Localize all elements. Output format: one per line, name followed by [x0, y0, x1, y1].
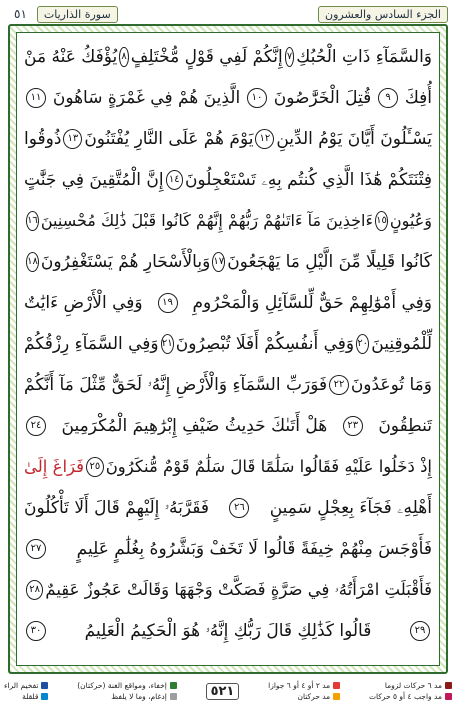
- verse-text: وَفِي الْأَرْضِ ءَايَٰتٌ: [24, 292, 143, 313]
- page-number: ٥٢١: [206, 683, 240, 700]
- surah-name: سورة الذاريات: [37, 6, 118, 23]
- verse-text: لِّلْمُوقِنِينَ: [371, 333, 432, 354]
- verse-text: وَفِي السَّمَآءِ رِزْقُكُمْ: [24, 333, 159, 354]
- text-line: [24, 77, 432, 118]
- ayah-number-marker: ٢٩: [410, 621, 430, 641]
- ayah-number-marker: ١٧: [212, 252, 225, 272]
- ayah-number-marker: ١٢: [255, 129, 274, 149]
- text-line: [24, 528, 432, 569]
- ayah-number-marker: ١٠: [247, 88, 267, 108]
- legend-label: مد حركتان: [297, 692, 331, 701]
- ayah-number-marker: ١٤: [166, 170, 183, 190]
- verse-text: قُتِلَ الْخَرَّٰصُونَ: [273, 87, 372, 108]
- legend-column-left: [4, 681, 48, 701]
- text-line: [24, 282, 432, 323]
- surah-number: ٥١: [14, 7, 27, 21]
- verse-text: وَعُيُونٍ: [389, 211, 432, 230]
- verse-text: ذُوقُوا: [24, 128, 62, 149]
- verse-text: وَمَا تُوعَدُونَ: [350, 374, 432, 395]
- legend-label: قلقلة: [22, 692, 39, 701]
- verse-text: يَوْمَ هُمْ عَلَى النَّارِ يُفْتَنُونَ: [84, 128, 254, 149]
- ayah-number-marker: ٢٧: [26, 539, 46, 559]
- ayah-number-marker: ١٣: [63, 129, 82, 149]
- legend-column-mid-left: [77, 681, 177, 701]
- ayah-number-marker: ١٨: [26, 252, 39, 272]
- legend-label: إخفاء، ومواقع الغنة (حركتان): [77, 681, 167, 690]
- ayah-number-marker: ١٥: [375, 211, 388, 231]
- verse-text: وَالسَّمَآءِ ذَاتِ الْحُبُكِ: [296, 46, 432, 67]
- ayah-number-marker: ٢٢: [329, 375, 349, 395]
- legend-item: [4, 681, 48, 690]
- verse-text: فَأَوْجَسَ مِنْهُمْ خِيفَةً قَالُوا لَا تَخَفْ وَبَشَّرُوهُ بِغُلَٰمٍ عَلِيمٍ: [76, 538, 432, 559]
- page-header: [8, 4, 448, 24]
- legend-label: تفخيم الراء: [4, 681, 39, 690]
- ayah-number-marker: ٢٠: [356, 334, 369, 354]
- verse-text: فَرَاغَ إِلَىٰ: [24, 457, 85, 476]
- verse-text: فَأَقْبَلَتِ امْرَأَتُهُۥ فِي صَرَّةٍ فَصَكَّتْ وَجْهَهَا وَقَالَتْ عَجُوزٌ عَقِيمٌ: [45, 579, 432, 599]
- text-line: [24, 610, 432, 651]
- color-swatch: [333, 693, 340, 700]
- juz-label: الجزء السادس والعشرون: [318, 6, 448, 23]
- legend-label: مد ٢ أو ٤ أو ٦ جوازا: [268, 681, 331, 690]
- color-swatch: [445, 682, 452, 689]
- color-swatch: [41, 682, 48, 689]
- verse-text: إِنَّ الْمُتَّقِينَ فِي جَنَّٰتٍ: [24, 169, 164, 190]
- ayah-number-marker: ٢٤: [26, 416, 46, 436]
- legend-item: [77, 681, 177, 690]
- ayah-number-marker: ١٦: [26, 211, 39, 231]
- ayah-number-marker: ١١: [26, 88, 46, 108]
- verse-text: فِتْنَتَكُمْ هَٰذَا الَّذِي كُنتُم بِهِۦ تَسْتَعْجِلُونَ: [184, 169, 432, 190]
- verse-text: تَنطِقُونَ: [378, 415, 432, 436]
- verse-text: أَهْلِهِۦ فَجَآءَ بِعِجْلٍ سَمِينٍ: [269, 497, 432, 518]
- text-line: [24, 569, 432, 610]
- legend-item: [369, 681, 452, 690]
- verse-text: وَفِي أَمْوَٰلِهِمْ حَقٌّ لِّلسَّآئِلِ وَالْمَحْرُومِ: [192, 292, 432, 313]
- color-swatch: [41, 693, 48, 700]
- legend-label: إدغام، وما لا يلفظ: [111, 692, 167, 701]
- color-swatch: [333, 682, 340, 689]
- verse-text: إِنَّكُمْ لَفِي قَوْلٍ مُّخْتَلِفٍ: [130, 46, 283, 67]
- legend-label: مد واجب ٤ أو ٥ حركات: [368, 692, 442, 701]
- verse-text: كَانُوا قَلِيلًا مِّنَ الَّيْلِ مَا يَهْجَعُونَ: [227, 251, 432, 272]
- ayah-number-marker: ٢١: [161, 334, 174, 354]
- text-line: [24, 323, 432, 364]
- ayah-number-marker: ٢٥: [86, 457, 104, 477]
- text-line: [24, 241, 432, 282]
- surah-header: [8, 6, 118, 23]
- text-line: [24, 487, 432, 528]
- verse-text: هَلْ أَتَىٰكَ حَدِيثُ ضَيْفِ إِبْرَٰهِيمَ الْمُكْرَمِينَ: [61, 415, 328, 436]
- ayah-number-marker: ٧: [285, 47, 295, 67]
- legend-item: [369, 692, 452, 701]
- legend-label: مد ٦ حركات لزوما: [384, 681, 442, 690]
- legend-column-mid-right: [268, 681, 340, 701]
- verse-text: يَسْـَٔلُونَ أَيَّانَ يَوْمُ الدِّينِ: [276, 128, 432, 149]
- color-swatch: [445, 693, 452, 700]
- text-line: [24, 159, 432, 200]
- ayah-number-marker: ٢٨: [26, 580, 43, 600]
- legend-item: [77, 692, 177, 701]
- verse-text: فَقَرَّبَهُۥ إِلَيْهِمْ قَالَ أَلَا تَأْكُلُونَ: [24, 497, 209, 518]
- verse-text: قَالُوا كَذَٰلِكِ قَالَ رَبُّكِ إِنَّهُۥ هُوَ الْحَكِيمُ الْعَلِيمُ: [84, 620, 372, 641]
- verse-text: وَفِي أَنفُسِكُمْ أَفَلَا تُبْصِرُونَ: [175, 333, 355, 354]
- verse-text: فَوَرَبِّ السَّمَآءِ وَالْأَرْضِ إِنَّهُۥ لَحَقٌّ مِّثْلَ مَآ أَنَّكُمْ: [24, 374, 328, 395]
- quran-text-block: [24, 36, 432, 660]
- legend-item: [268, 692, 340, 701]
- verse-text: يُؤْفَكُ عَنْهُ مَنْ: [24, 46, 118, 67]
- verse-text: إِذْ دَخَلُوا عَلَيْهِ فَقَالُوا سَلَٰمًا قَالَ سَلَٰمٌ قَوْمٌ مُّنكَرُونَ: [105, 457, 432, 476]
- color-swatch: [170, 682, 177, 689]
- text-line: [24, 405, 432, 446]
- ayah-number-marker: ١٩: [158, 293, 178, 313]
- verse-text: الَّذِينَ هُمْ فِي غَمْرَةٍ سَاهُونَ: [52, 87, 241, 108]
- ayah-number-marker: ٩: [378, 88, 398, 108]
- verse-text: ءَاخِذِينَ مَآ ءَاتَىٰهُمْ رَبُّهُمْ إِنَّهُمْ كَانُوا قَبْلَ ذَٰلِكَ مُحْسِنِينَ: [40, 211, 374, 230]
- text-line: [24, 36, 432, 77]
- ayah-number-marker: ٣٠: [26, 621, 46, 641]
- verse-text: وَبِالْأَسْحَارِ هُمْ يَسْتَغْفِرُونَ: [40, 251, 211, 272]
- tajweed-legend-footer: [4, 678, 452, 704]
- text-line: [24, 446, 432, 487]
- legend-column-right: [369, 681, 452, 701]
- verse-text: أُفِكَ: [404, 87, 432, 108]
- text-line: [24, 200, 432, 241]
- color-swatch: [170, 693, 177, 700]
- ayah-number-marker: ٢٦: [229, 498, 249, 518]
- text-line: [24, 118, 432, 159]
- text-line: [24, 364, 432, 405]
- ayah-number-marker: ٢٣: [343, 416, 363, 436]
- legend-item: [4, 692, 48, 701]
- legend-item: [268, 681, 340, 690]
- ayah-number-marker: ٨: [119, 47, 129, 67]
